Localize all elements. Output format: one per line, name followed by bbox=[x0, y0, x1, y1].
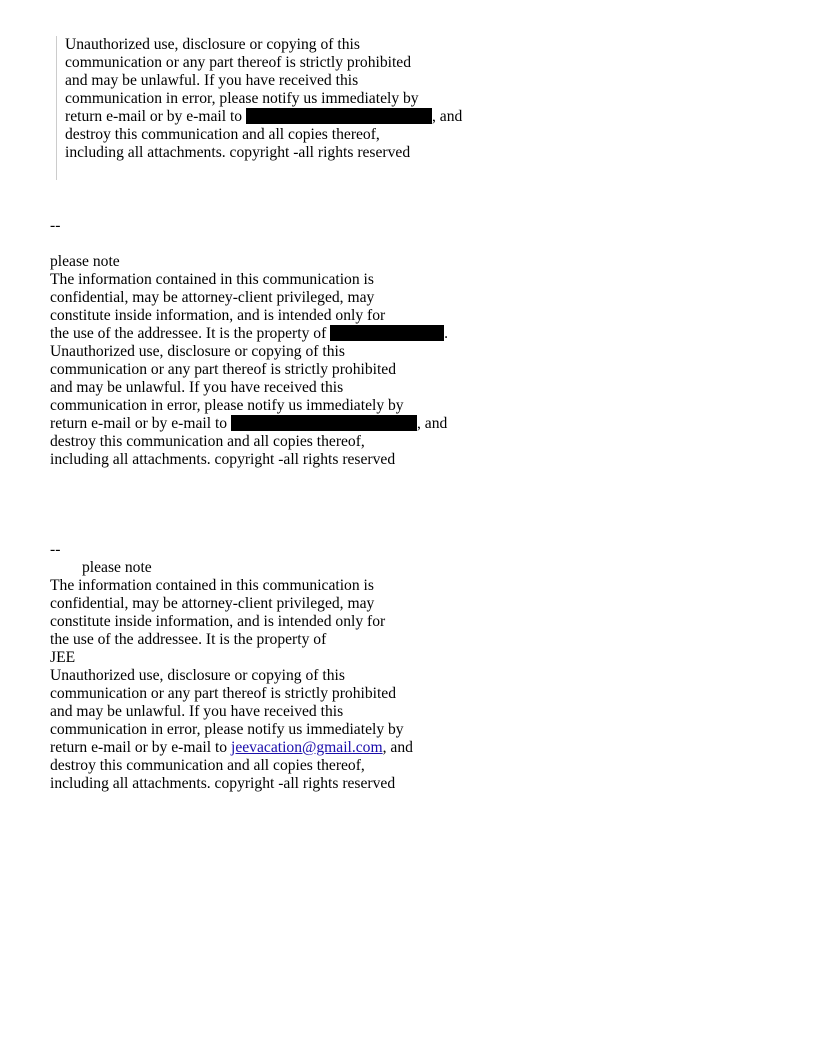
notice-line bbox=[50, 739, 750, 757]
quoted-disclaimer bbox=[56, 36, 545, 180]
signature-separator bbox=[50, 217, 60, 235]
notice-line: constitute inside information, and is intended only for bbox=[50, 307, 386, 324]
redacted-name bbox=[330, 325, 444, 341]
disclaimer-line: and may be unlawful. If you have received this bbox=[65, 72, 359, 89]
disclaimer-line bbox=[65, 108, 545, 126]
email-link[interactable]: jeevacation@gmail.com bbox=[231, 739, 383, 756]
notice-line: and may be unlawful. If you have received this bbox=[50, 703, 344, 720]
disclaimer-line: including all attachments. copyright -all rights reserved bbox=[65, 144, 411, 161]
notice-line: The information contained in this communication is bbox=[50, 577, 374, 594]
disclaimer-line: communication in error, please notify us immediately by bbox=[65, 90, 419, 107]
notice-line: the use of the addressee. It is the property of bbox=[50, 631, 327, 648]
notice-text: the use of the addressee. It is the property of bbox=[50, 325, 331, 342]
property-owner: JEE bbox=[50, 649, 76, 666]
notice-line: destroy this communication and all copies thereof, bbox=[50, 757, 365, 774]
notice-text: return e-mail or by e-mail to bbox=[50, 739, 231, 756]
signature-separator bbox=[50, 541, 60, 559]
notice-line bbox=[50, 415, 750, 433]
notice-line: communication or any part thereof is strictly prohibited bbox=[50, 361, 397, 378]
disclaimer-line: Unauthorized use, disclosure or copying of this bbox=[65, 36, 360, 53]
notice-line: The information contained in this communication is bbox=[50, 271, 374, 288]
notice-line: communication in error, please notify us immediately by bbox=[50, 721, 404, 738]
notice-text: , and bbox=[417, 415, 448, 432]
notice-text: , and bbox=[382, 739, 413, 756]
notice-line: communication or any part thereof is strictly prohibited bbox=[50, 685, 397, 702]
notice-line: Unauthorized use, disclosure or copying of this bbox=[50, 667, 345, 684]
redacted-email bbox=[231, 415, 417, 431]
notice-line: including all attachments. copyright -all rights reserved bbox=[50, 775, 396, 792]
notice-block-2 bbox=[50, 559, 750, 793]
notice-line: destroy this communication and all copies thereof, bbox=[50, 433, 365, 450]
disclaimer-line: destroy this communication and all copies thereof, bbox=[65, 126, 380, 143]
disclaimer-text: , and bbox=[432, 108, 463, 125]
notice-line: communication in error, please notify us immediately by bbox=[50, 397, 404, 414]
disclaimer-text: return e-mail or by e-mail to bbox=[65, 108, 246, 125]
notice-block-1 bbox=[50, 253, 750, 469]
notice-line: and may be unlawful. If you have received this bbox=[50, 379, 344, 396]
notice-text: . bbox=[444, 325, 449, 342]
notice-line bbox=[50, 325, 750, 343]
notice-line: including all attachments. copyright -all rights reserved bbox=[50, 451, 396, 468]
separator-text: -- bbox=[50, 217, 61, 234]
disclaimer-line: communication or any part thereof is strictly prohibited bbox=[65, 54, 412, 71]
notice-text: return e-mail or by e-mail to bbox=[50, 415, 231, 432]
notice-line: confidential, may be attorney-client privileged, may bbox=[50, 595, 375, 612]
redacted-email bbox=[246, 108, 432, 124]
notice-line: confidential, may be attorney-client privileged, may bbox=[50, 289, 375, 306]
notice-heading: please note bbox=[50, 253, 120, 270]
notice-heading: please note bbox=[82, 559, 152, 576]
notice-line: constitute inside information, and is intended only for bbox=[50, 613, 386, 630]
notice-line: Unauthorized use, disclosure or copying of this bbox=[50, 343, 345, 360]
separator-text: -- bbox=[50, 541, 61, 558]
